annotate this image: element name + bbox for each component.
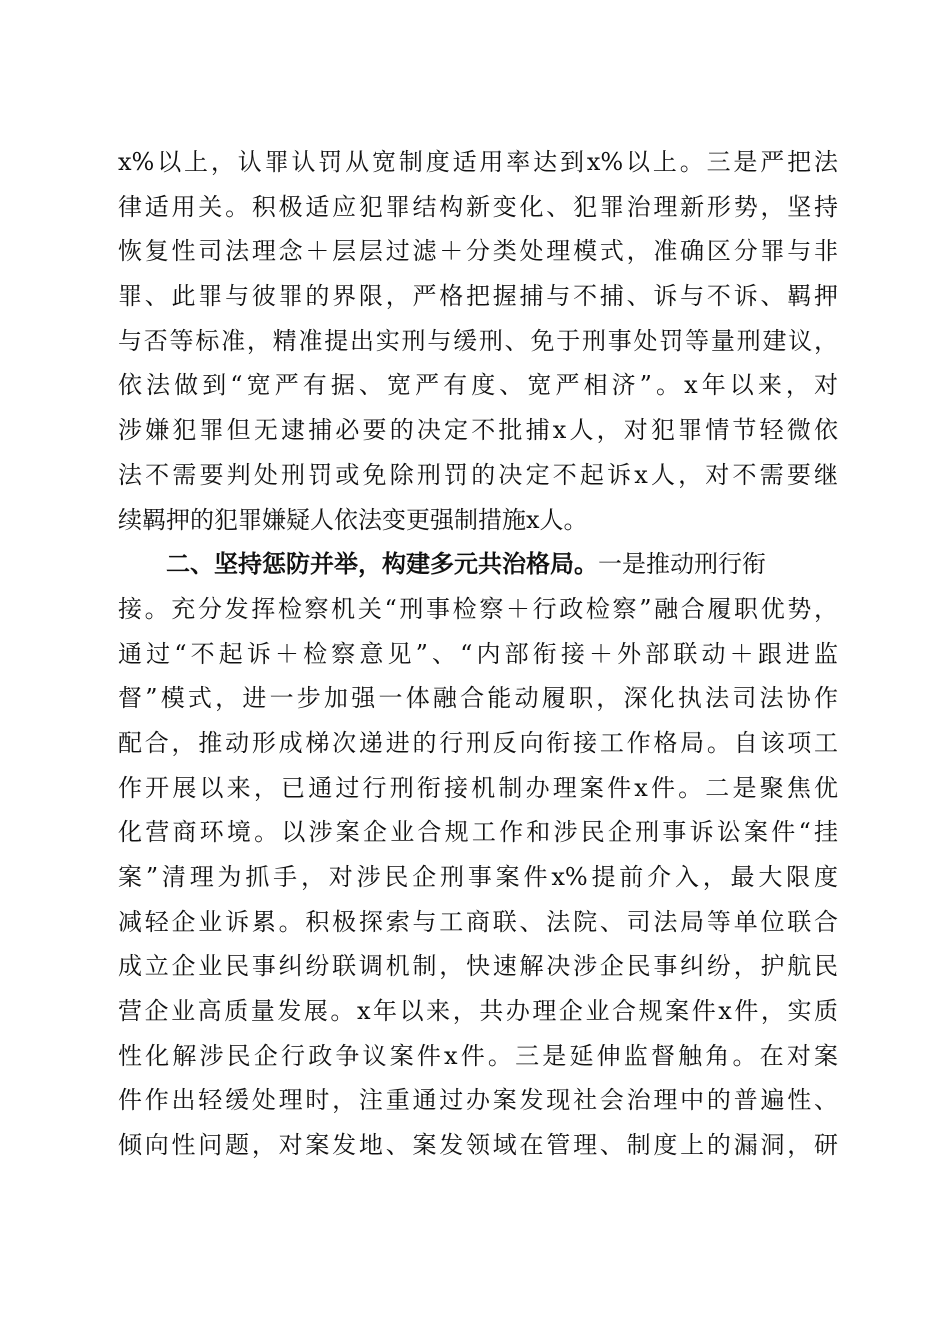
text-line: 性化解涉民企行政争议案件x件。三是延伸监督触角。在对案 xyxy=(118,1041,838,1070)
text-line: 成立企业民事纠纷联调机制，快速解决涉企民事纠纷，护航民 xyxy=(118,952,838,981)
text-line: 恢复性司法理念＋层层过滤＋分类处理模式，准确区分罪与非 xyxy=(118,237,838,266)
paragraph-2 xyxy=(118,542,838,1168)
text-line: 涉嫌犯罪但无逮捕必要的决定不批捕x人，对犯罪情节轻微依 xyxy=(118,416,838,445)
text-line-heading xyxy=(118,542,838,587)
text-line: 接。充分发挥检察机关“刑事检察＋行政检察”融合履职优势， xyxy=(118,594,838,623)
text-line: 依法做到“宽严有据、宽严有度、宽严相济”。x年以来，对 xyxy=(118,371,838,400)
text-line: 倾向性问题，对案发地、案发领域在管理、制度上的漏洞，研 xyxy=(118,1131,838,1160)
text-line: x%以上，认罪认罚从宽制度适用率达到x%以上。三是严把法 xyxy=(118,148,838,176)
text-line: 作开展以来，已通过行刑衔接机制办理案件x件。二是聚焦优 xyxy=(118,773,838,802)
text-line: 续羁押的犯罪嫌疑人依法变更强制措施x人。 xyxy=(118,505,588,534)
text-line: 法不需要判处刑罚或免除刑罚的决定不起诉x人，对不需要继 xyxy=(118,460,838,489)
paragraph-1 xyxy=(118,140,838,542)
text-line: 罪、此罪与彼罪的界限，严格把握捕与不捕、诉与不诉、羁押 xyxy=(118,282,838,311)
document-body xyxy=(118,140,838,1168)
section-heading: 二、坚持惩防并举，构建多元共治格局。 xyxy=(166,550,598,579)
text-line: 配合，推动形成梯次递进的行刑反向衔接工作格局。自该项工 xyxy=(118,728,838,757)
text-line: 减轻企业诉累。积极探索与工商联、法院、司法局等单位联合 xyxy=(118,907,838,936)
text-span: 一是推动刑行衔 xyxy=(598,550,766,579)
text-line: 律适用关。积极适应犯罪结构新变化、犯罪治理新形势，坚持 xyxy=(118,192,838,221)
text-line: 件作出轻缓处理时，注重通过办案发现社会治理中的普遍性、 xyxy=(118,1086,838,1115)
text-line: 督”模式，进一步加强一体融合能动履职，深化执法司法协作 xyxy=(118,684,838,713)
text-line: 案”清理为抓手，对涉民企刑事案件x%提前介入，最大限度 xyxy=(118,863,838,891)
text-line: 营企业高质量发展。x年以来，共办理企业合规案件x件，实质 xyxy=(118,997,838,1026)
text-line: 化营商环境。以涉案企业合规工作和涉民企刑事诉讼案件“挂 xyxy=(118,818,838,847)
text-line: 与否等标准，精准提出实刑与缓刑、免于刑事处罚等量刑建议， xyxy=(118,326,838,355)
text-line: 通过“不起诉＋检察意见”、“内部衔接＋外部联动＋跟进监 xyxy=(118,639,838,668)
